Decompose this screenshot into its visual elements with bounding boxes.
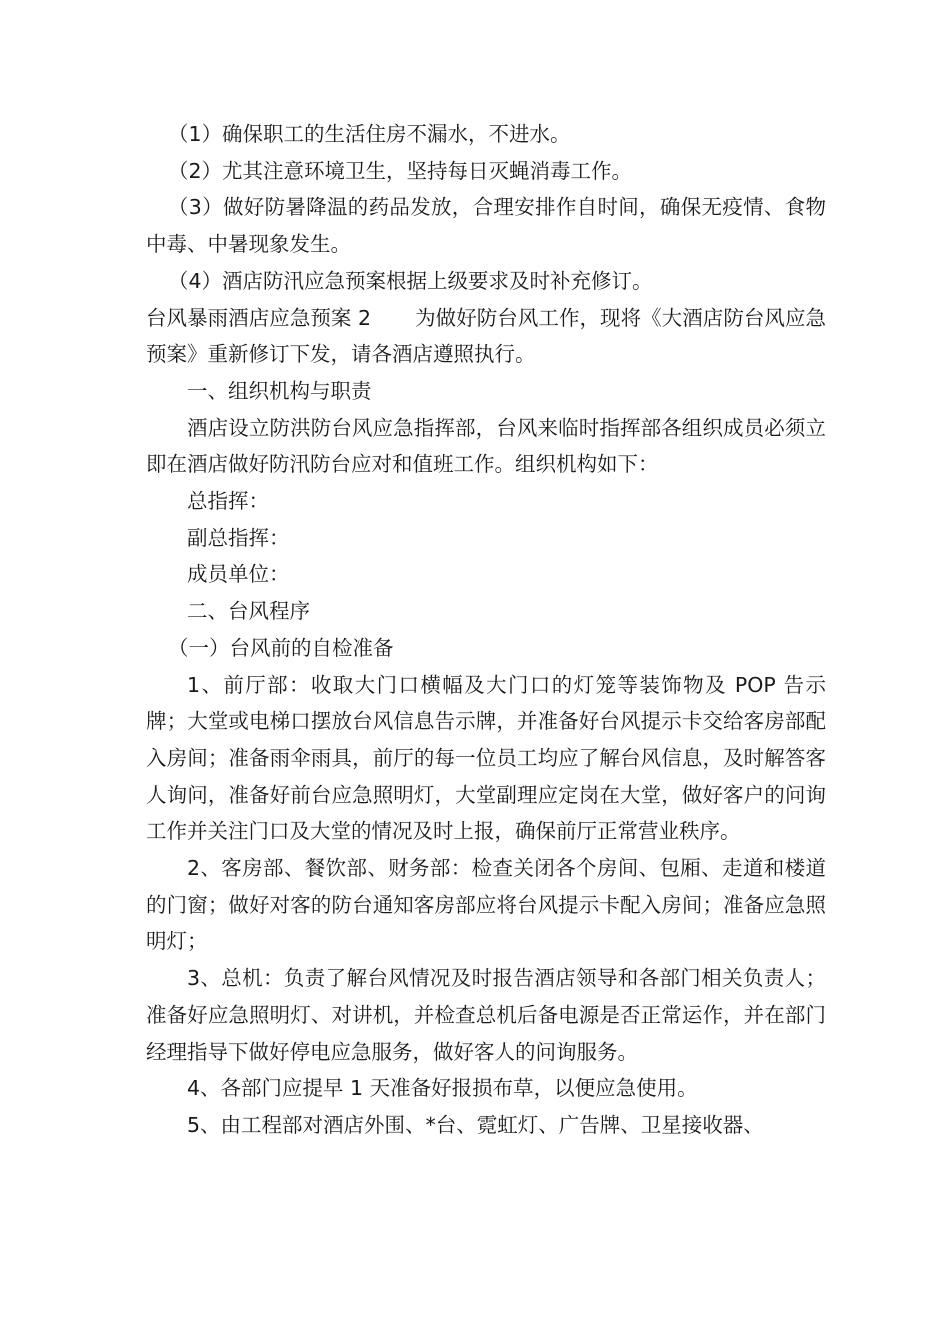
- paragraph-housekeeping: 2、客房部、餐饮部、财务部：检查关闭各个房间、包厢、走道和楼道的门窗；做好对客的防台通知客房部应将台风提示卡配入房间；准备应急照明灯；: [146, 856, 826, 954]
- paragraph-item-4: （4）酒店防汛应急预案根据上级要求及时补充修订。: [168, 268, 653, 293]
- paragraph-linen: 4、各部门应提早 1 天准备好报损布草，以便应急使用。: [187, 1076, 698, 1101]
- heading-typhoon-procedure: 二、台风程序: [187, 599, 310, 624]
- field-member-units: 成员单位：: [187, 562, 290, 587]
- paragraph-item-2: （2）尤其注意环境卫生，坚持每日灭蝇消毒工作。: [168, 158, 633, 183]
- field-deputy-commander: 副总指挥：: [187, 525, 290, 550]
- paragraph-organization: 酒店设立防洪防台风应急指挥部，台风来临时指挥部各组织成员必须立即在酒店做好防汛防台应对和值班工作。组织机构如下：: [146, 415, 826, 477]
- document-body: [146, 116, 826, 1144]
- section-intro: 为做好防台风工作，现将《大酒店防台风应急预案》重新修订下发，请各酒店遵照执行。: [146, 305, 827, 367]
- field-commander: 总指挥：: [187, 489, 269, 514]
- heading-pre-typhoon-check: （一）台风前的自检准备: [168, 635, 394, 660]
- paragraph-item-1: （1）确保职工的生活住房不漏水，不进水。: [168, 122, 571, 146]
- paragraph-item-3: （3）做好防暑降温的药品发放，合理安排作自时间，确保无疫情、食物中毒、中暑现象发生。: [146, 195, 826, 257]
- section-title: 台风暴雨酒店应急预案 2: [146, 305, 372, 330]
- paragraph-switchboard: 3、总机：负责了解台风情况及时报告酒店领导和各部门相关负责人；准备好应急照明灯、对讲机，并检查总机后备电源是否正常运作，并在部门经理指导下做好停电应急服务，做好客人的问询服务。: [146, 966, 826, 1064]
- heading-organization: 一、组织机构与职责: [187, 378, 372, 403]
- paragraph-engineering: 5、由工程部对酒店外围、*台、霓虹灯、广告牌、卫星接收器、: [187, 1112, 764, 1137]
- section-paragraph: [146, 300, 826, 373]
- paragraph-front-office: 1、前厅部：收取大门口横幅及大门口的灯笼等装饰物及 POP 告示牌；大堂或电梯口摆放台风信息告示牌，并准备好台风提示卡交给客房部配入房间；准备雨伞雨具，前厅的每一位员工均应了解台风信息，及时解答客人询问，准备好前台应急照明灯，大堂副理应定岗在大堂，做好客户的问询工作并关注门口及大堂的情况及时上报，确保前厅正常营业秩序。: [146, 672, 826, 844]
